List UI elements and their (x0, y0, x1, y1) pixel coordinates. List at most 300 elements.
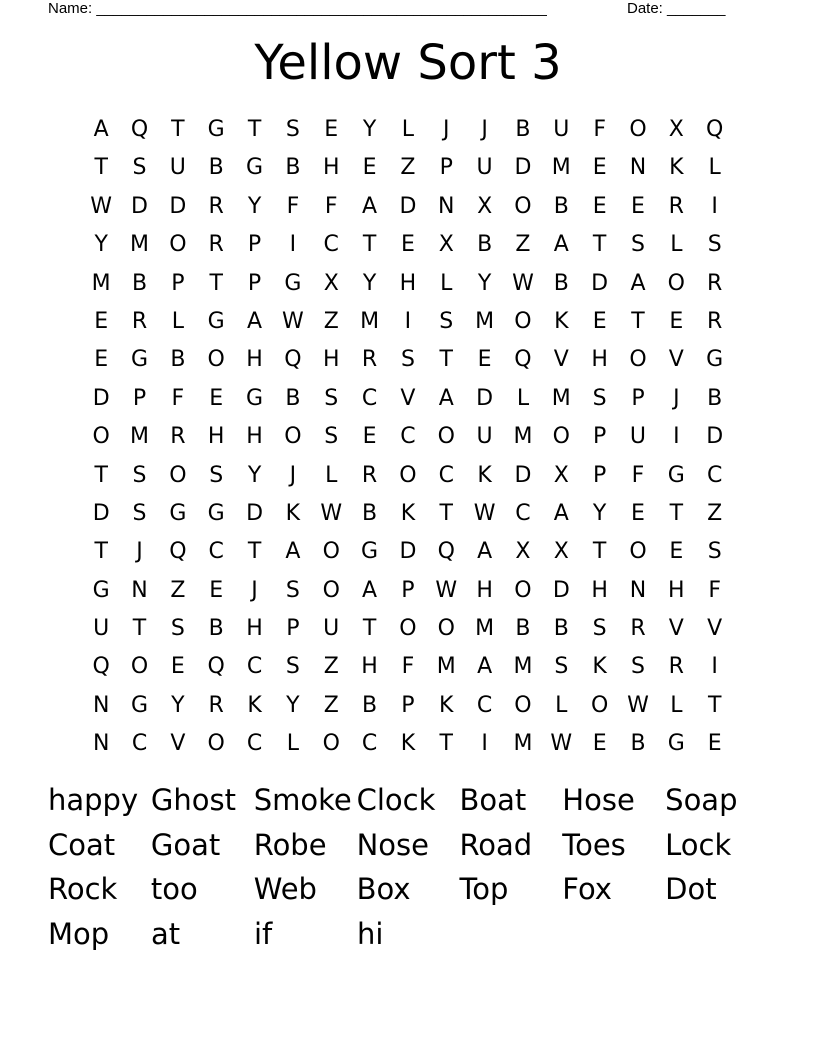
grid-cell[interactable]: B (362, 692, 378, 718)
grid-cell[interactable]: G (667, 462, 685, 488)
grid-cell[interactable]: T (592, 232, 607, 258)
grid-cell[interactable]: Z (515, 232, 531, 258)
grid-cell[interactable]: W (550, 731, 573, 757)
grid-cell[interactable]: T (247, 117, 262, 142)
grid-cell[interactable]: B (208, 155, 224, 181)
grid-cell[interactable]: O (322, 731, 340, 757)
grid-cell[interactable]: G (207, 500, 225, 526)
grid-cell[interactable]: C (208, 539, 224, 565)
grid-cell[interactable]: W (627, 692, 649, 718)
grid-cell[interactable]: P (439, 155, 453, 181)
grid-cell[interactable]: P (401, 692, 415, 718)
grid-cell[interactable]: K (592, 654, 607, 680)
grid-cell[interactable]: I (673, 424, 680, 450)
grid-cell[interactable]: H (591, 347, 608, 373)
grid-cell[interactable]: S (631, 232, 645, 258)
grid-cell[interactable]: M (551, 385, 571, 411)
grid-cell[interactable]: D (92, 385, 110, 411)
grid-cell[interactable]: J (443, 117, 450, 142)
grid-cell[interactable]: I (289, 232, 297, 258)
grid-cell[interactable]: S (554, 654, 569, 680)
grid-cell[interactable]: S (132, 462, 147, 488)
grid-cell[interactable]: I (711, 193, 718, 219)
grid-cell[interactable]: Y (477, 270, 492, 296)
grid-cell[interactable]: N (131, 577, 148, 603)
word-item: Toes (562, 827, 626, 862)
grid-cell[interactable]: A (477, 654, 493, 680)
grid-cell[interactable]: S (285, 577, 300, 603)
grid-cell[interactable]: E (669, 308, 684, 334)
grid-cell[interactable]: R (630, 616, 646, 642)
grid-cell[interactable]: B (362, 500, 378, 526)
grid-cell[interactable]: H (476, 577, 493, 603)
grid-cell[interactable]: A (285, 539, 301, 565)
grid-cell[interactable]: M (130, 424, 149, 450)
grid-cell[interactable]: S (439, 308, 454, 334)
grid-cell[interactable]: Z (323, 654, 339, 680)
grid-cell[interactable]: B (131, 270, 148, 296)
grid-cell[interactable]: T (362, 232, 377, 258)
grid-cell[interactable]: X (438, 232, 454, 258)
grid-cell[interactable]: H (361, 654, 378, 680)
grid-cell[interactable]: O (514, 577, 532, 603)
word-item: Road (459, 827, 533, 862)
grid-cell[interactable]: C (706, 462, 723, 488)
grid-cell[interactable]: M (475, 616, 495, 642)
grid-cell[interactable]: G (246, 155, 264, 181)
grid-cell[interactable]: J (251, 577, 258, 603)
grid-cell[interactable]: T (171, 117, 185, 142)
grid-cell[interactable]: C (131, 731, 148, 757)
grid-cell[interactable]: N (438, 193, 455, 219)
grid-cell[interactable]: Y (247, 193, 262, 219)
grid-cell[interactable]: R (170, 424, 186, 450)
grid-cell[interactable]: H (591, 577, 608, 603)
grid-cell[interactable]: X (553, 539, 569, 565)
grid-cell[interactable]: G (130, 692, 149, 718)
grid-cell[interactable]: M (91, 270, 111, 296)
grid-cell[interactable]: U (323, 616, 340, 642)
grid-cell[interactable]: R (707, 270, 723, 296)
grid-cell[interactable]: E (400, 232, 415, 258)
grid-cell[interactable]: D (92, 500, 110, 526)
grid-cell[interactable]: L (401, 117, 415, 142)
grid-cell[interactable]: O (399, 462, 417, 488)
grid-cell[interactable]: R (131, 308, 148, 334)
grid-cell[interactable]: X (477, 193, 493, 219)
grid-cell[interactable]: Q (437, 539, 455, 565)
grid-cell[interactable]: L (670, 232, 683, 258)
grid-cell[interactable]: G (207, 308, 225, 334)
grid-cell[interactable]: H (246, 347, 263, 373)
grid-cell[interactable]: E (362, 424, 377, 450)
grid-cell[interactable]: D (476, 385, 494, 411)
grid-cell[interactable]: Y (247, 462, 262, 488)
grid-cell[interactable]: L (171, 308, 184, 334)
grid-cell[interactable]: E (94, 308, 109, 334)
grid-cell[interactable]: A (553, 500, 569, 526)
word-item: Coat (48, 827, 116, 862)
grid-cell[interactable]: H (246, 424, 263, 450)
grid-cell[interactable]: B (208, 616, 224, 642)
grid-cell[interactable]: C (400, 424, 416, 450)
grid-cell[interactable]: N (629, 155, 647, 181)
grid-cell[interactable]: O (437, 616, 455, 642)
grid-cell[interactable]: E (592, 308, 607, 334)
grid-cell[interactable]: A (362, 577, 378, 603)
word-item: hi (357, 916, 384, 951)
grid-cell[interactable]: T (439, 500, 453, 526)
grid-cell[interactable]: T (94, 462, 108, 488)
grid-cell[interactable]: J (481, 117, 488, 142)
grid-cell[interactable]: S (631, 654, 645, 680)
grid-cell[interactable]: Z (323, 692, 339, 718)
grid-cell[interactable]: P (171, 270, 185, 296)
grid-cell[interactable]: O (92, 424, 110, 450)
grid-cell[interactable]: S (132, 155, 147, 181)
grid-cell[interactable]: G (284, 270, 302, 296)
grid-cell[interactable]: B (630, 731, 646, 757)
grid-cell[interactable]: T (631, 308, 645, 334)
grid-cell[interactable]: L (670, 692, 683, 718)
grid-cell[interactable]: X (553, 462, 569, 488)
grid-cell[interactable]: G (706, 347, 724, 373)
grid-cell[interactable]: C (476, 692, 493, 718)
grid-cell[interactable]: W (90, 193, 113, 219)
grid-cell[interactable]: R (707, 308, 723, 334)
grid-cell[interactable]: U (93, 616, 110, 642)
grid-cell[interactable]: O (590, 692, 609, 718)
grid-cell[interactable]: O (130, 654, 149, 680)
grid-cell[interactable]: T (439, 731, 453, 757)
grid-cell[interactable]: T (132, 616, 147, 642)
grid-cell[interactable]: W (282, 308, 304, 334)
grid-cell[interactable]: Q (284, 347, 302, 373)
grid-cell[interactable]: I (481, 731, 488, 757)
grid-cell[interactable]: U (476, 155, 493, 181)
grid-cell[interactable]: S (707, 539, 722, 565)
grid-cell[interactable]: G (92, 577, 110, 603)
grid-cell[interactable]: E (324, 117, 339, 142)
grid-cell[interactable]: H (322, 155, 340, 181)
grid-cell[interactable]: S (285, 654, 300, 680)
grid-cell[interactable]: R (208, 193, 224, 219)
grid-cell[interactable]: I (404, 308, 412, 334)
grid-cell[interactable]: O (629, 347, 647, 373)
grid-cell[interactable]: K (477, 462, 492, 488)
grid-cell[interactable]: C (323, 232, 339, 258)
grid-cell[interactable]: G (361, 539, 379, 565)
grid-cell[interactable]: Q (207, 654, 225, 680)
grid-cell[interactable]: Q (706, 117, 724, 142)
grid-cell[interactable]: S (170, 616, 185, 642)
grid-cell[interactable]: H (207, 424, 225, 450)
word-item: Nose (356, 827, 429, 862)
word-item: Goat (150, 827, 221, 862)
grid-cell[interactable]: M (551, 155, 571, 181)
word-item: Dot (665, 872, 717, 907)
grid-row (82, 533, 734, 571)
grid-cell[interactable]: D (131, 193, 148, 219)
grid-cell[interactable]: K (247, 692, 262, 718)
grid-cell[interactable]: X (515, 539, 531, 565)
grid-cell[interactable]: D (706, 424, 724, 450)
grid-cell[interactable]: P (247, 270, 262, 296)
grid-cell[interactable]: N (92, 692, 110, 718)
grid-cell[interactable]: O (284, 424, 302, 450)
grid-cell[interactable]: Y (286, 692, 300, 718)
grid-cell[interactable]: S (132, 500, 147, 526)
grid-cell[interactable]: M (513, 731, 533, 757)
grid-cell[interactable]: P (631, 385, 645, 411)
grid-cell[interactable]: Q (514, 347, 532, 373)
grid-cell[interactable]: W (320, 500, 343, 526)
grid-cell[interactable]: E (209, 577, 224, 603)
grid-cell[interactable]: L (555, 692, 568, 718)
grid-cell[interactable]: Z (707, 500, 723, 526)
grid-cell[interactable]: F (631, 462, 645, 488)
grid-cell[interactable]: L (708, 155, 721, 181)
grid-cell[interactable]: X (668, 117, 684, 142)
grid-cell[interactable]: V (668, 616, 684, 642)
grid-cell[interactable]: D (514, 462, 532, 488)
grid-cell[interactable]: D (591, 270, 609, 296)
grid-cell[interactable]: B (553, 193, 569, 219)
grid-cell[interactable]: O (207, 731, 225, 757)
grid-row (82, 380, 734, 418)
grid-cell[interactable]: F (593, 117, 606, 142)
grid-cell[interactable]: Y (362, 270, 377, 296)
grid-cell[interactable]: O (322, 577, 340, 603)
grid-cell[interactable]: D (399, 539, 417, 565)
grid-cell[interactable]: G (169, 500, 187, 526)
grid-cell[interactable]: K (285, 500, 301, 526)
grid-cell[interactable]: I (711, 654, 718, 680)
grid-cell[interactable]: P (286, 616, 300, 642)
grid-cell[interactable]: Z (170, 577, 186, 603)
grid-cell[interactable]: D (246, 500, 264, 526)
grid-cell[interactable]: S (285, 117, 300, 142)
grid-cell[interactable]: O (169, 232, 187, 258)
grid-cell[interactable]: M (436, 654, 456, 680)
grid-cell[interactable]: L (286, 731, 300, 757)
grid-cell[interactable]: C (361, 731, 378, 757)
grid-cell[interactable]: D (169, 193, 187, 219)
grid-cell[interactable]: S (209, 462, 224, 488)
grid-cell[interactable]: O (514, 193, 532, 219)
grid-cell[interactable]: Q (130, 117, 149, 142)
grid-cell[interactable]: U (169, 155, 186, 181)
grid-cell[interactable]: O (207, 347, 225, 373)
grid-cell[interactable]: B (553, 270, 569, 296)
grid-cell[interactable]: H (322, 347, 340, 373)
grid-cell[interactable]: E (94, 347, 109, 373)
grid-cell[interactable]: E (170, 654, 185, 680)
grid-cell[interactable]: P (593, 424, 607, 450)
grid-cell[interactable]: Q (169, 539, 187, 565)
grid-cell[interactable]: O (514, 692, 532, 718)
grid-cell[interactable]: E (631, 500, 645, 526)
grid-cell[interactable]: U (629, 424, 647, 450)
grid-cell[interactable]: W (512, 270, 534, 296)
grid-cell[interactable]: O (437, 424, 455, 450)
grid-cell[interactable]: V (707, 616, 723, 642)
grid-cell[interactable]: R (361, 462, 378, 488)
grid-cell[interactable]: F (286, 193, 300, 219)
grid-cell[interactable]: J (289, 462, 297, 488)
grid-cell[interactable]: X (323, 270, 339, 296)
grid-cell[interactable]: A (362, 193, 378, 219)
grid-cell[interactable]: V (553, 347, 569, 373)
grid-cell[interactable]: O (169, 462, 187, 488)
grid-cell[interactable]: M (513, 424, 533, 450)
grid-cell[interactable]: T (592, 539, 607, 565)
grid-cell[interactable]: G (246, 385, 264, 411)
grid-cell[interactable]: M (513, 654, 533, 680)
grid-cell[interactable]: R (668, 654, 684, 680)
grid-cell[interactable]: U (476, 424, 493, 450)
grid-cell[interactable]: W (435, 577, 458, 603)
grid-cell[interactable]: R (208, 232, 224, 258)
grid-cell[interactable]: O (552, 424, 570, 450)
grid-cell[interactable]: D (399, 193, 417, 219)
grid-cell[interactable]: B (515, 117, 531, 142)
grid-cell[interactable]: T (439, 347, 453, 373)
grid-cell[interactable]: B (553, 616, 569, 642)
grid-cell[interactable]: T (94, 539, 108, 565)
grid-cell[interactable]: K (669, 155, 684, 181)
grid-cell[interactable]: O (667, 270, 685, 296)
grid-cell[interactable]: R (208, 692, 224, 718)
grid-cell[interactable]: H (399, 270, 417, 296)
grid-cell[interactable]: A (553, 232, 569, 258)
grid-cell[interactable]: U (553, 117, 570, 142)
grid-cell[interactable]: E (669, 539, 684, 565)
grid-cell[interactable]: O (629, 539, 647, 565)
grid-cell[interactable]: S (324, 385, 339, 411)
grid-cell[interactable]: S (707, 232, 722, 258)
grid-cell[interactable]: Z (323, 308, 339, 334)
grid-cell[interactable]: O (514, 308, 532, 334)
grid-cell[interactable]: E (592, 193, 607, 219)
grid-cell[interactable]: Q (92, 654, 110, 680)
grid-cell[interactable]: K (439, 692, 454, 718)
grid-cell[interactable]: S (592, 385, 607, 411)
grid-cell[interactable]: L (325, 462, 338, 488)
grid-cell[interactable]: T (707, 692, 722, 718)
grid-cell[interactable]: A (93, 117, 109, 142)
grid-cell[interactable]: M (130, 232, 149, 258)
grid-cell[interactable]: V (170, 731, 186, 757)
grid-cell[interactable]: B (285, 385, 301, 411)
grid-cell[interactable]: E (592, 155, 607, 181)
grid-cell[interactable]: P (401, 577, 415, 603)
grid-cell[interactable]: A (438, 385, 454, 411)
grid-cell[interactable]: E (362, 155, 377, 181)
grid-cell[interactable]: Y (362, 117, 377, 142)
grid-cell[interactable]: L (516, 385, 530, 411)
grid-cell[interactable]: G (130, 347, 149, 373)
grid-cell[interactable]: H (246, 616, 263, 642)
grid-cell[interactable]: P (132, 385, 147, 411)
grid-cell[interactable]: E (592, 731, 607, 757)
grid-cell[interactable]: N (629, 577, 647, 603)
grid-cell[interactable]: F (401, 654, 415, 680)
grid-cell[interactable]: T (362, 616, 377, 642)
grid-cell[interactable]: G (207, 117, 225, 142)
grid-cell[interactable]: C (246, 654, 263, 680)
grid-cell[interactable]: E (707, 731, 722, 757)
grid-cell[interactable]: Z (400, 155, 416, 181)
grid-cell[interactable]: O (322, 539, 340, 565)
grid-cell[interactable]: W (473, 500, 496, 526)
grid-cell[interactable]: N (92, 731, 110, 757)
grid-cell[interactable]: E (631, 193, 645, 219)
grid-cell[interactable]: C (515, 500, 531, 526)
grid-cell[interactable]: A (247, 308, 263, 334)
grid-cell[interactable]: B (707, 385, 723, 411)
grid-cell[interactable]: J (136, 539, 143, 565)
grid-cell[interactable]: D (552, 577, 570, 603)
grid-cell[interactable]: O (629, 117, 647, 142)
grid-cell[interactable]: F (708, 577, 721, 603)
grid-cell[interactable]: C (438, 462, 454, 488)
grid-cell[interactable]: F (171, 385, 185, 411)
grid-cell[interactable]: C (246, 731, 263, 757)
grid-cell[interactable]: H (668, 577, 685, 603)
grid-cell[interactable]: S (324, 424, 339, 450)
grid-cell[interactable]: M (475, 308, 495, 334)
grid-cell[interactable]: E (477, 347, 492, 373)
grid-cell[interactable]: Y (171, 692, 185, 718)
grid-cell[interactable]: R (668, 193, 684, 219)
grid-cell[interactable]: P (247, 232, 262, 258)
grid-cell[interactable]: K (400, 731, 416, 757)
grid-row (82, 495, 734, 533)
grid-cell[interactable]: A (630, 270, 646, 296)
grid-cell[interactable]: T (247, 539, 262, 565)
grid-cell[interactable]: S (400, 347, 415, 373)
grid-cell[interactable]: M (360, 308, 380, 334)
grid-cell[interactable]: B (515, 616, 531, 642)
grid-cell[interactable]: T (94, 155, 108, 181)
grid-cell[interactable]: P (593, 462, 607, 488)
grid-cell[interactable]: K (554, 308, 569, 334)
grid-cell[interactable]: G (667, 731, 685, 757)
grid-cell[interactable]: R (361, 347, 378, 373)
grid-cell[interactable]: O (399, 616, 417, 642)
grid-cell[interactable]: A (477, 539, 493, 565)
grid-cell[interactable]: J (673, 385, 680, 411)
grid-cell[interactable]: L (440, 270, 453, 296)
grid-cell[interactable]: V (400, 385, 416, 411)
grid-row (82, 572, 734, 610)
grid-cell[interactable]: B (477, 232, 493, 258)
grid-cell[interactable]: B (285, 155, 301, 181)
grid-cell[interactable]: T (669, 500, 684, 526)
grid-cell[interactable]: Y (592, 500, 607, 526)
grid-cell[interactable]: T (209, 270, 223, 296)
grid-cell[interactable]: C (361, 385, 378, 411)
grid-cell[interactable]: K (400, 500, 416, 526)
grid-cell[interactable]: B (170, 347, 186, 373)
grid-cell[interactable]: F (324, 193, 338, 219)
grid-cell[interactable]: V (668, 347, 684, 373)
grid-cell[interactable]: Y (94, 232, 108, 258)
grid-cell[interactable]: E (209, 385, 224, 411)
grid-cell[interactable]: D (514, 155, 532, 181)
grid-cell[interactable]: S (592, 616, 607, 642)
